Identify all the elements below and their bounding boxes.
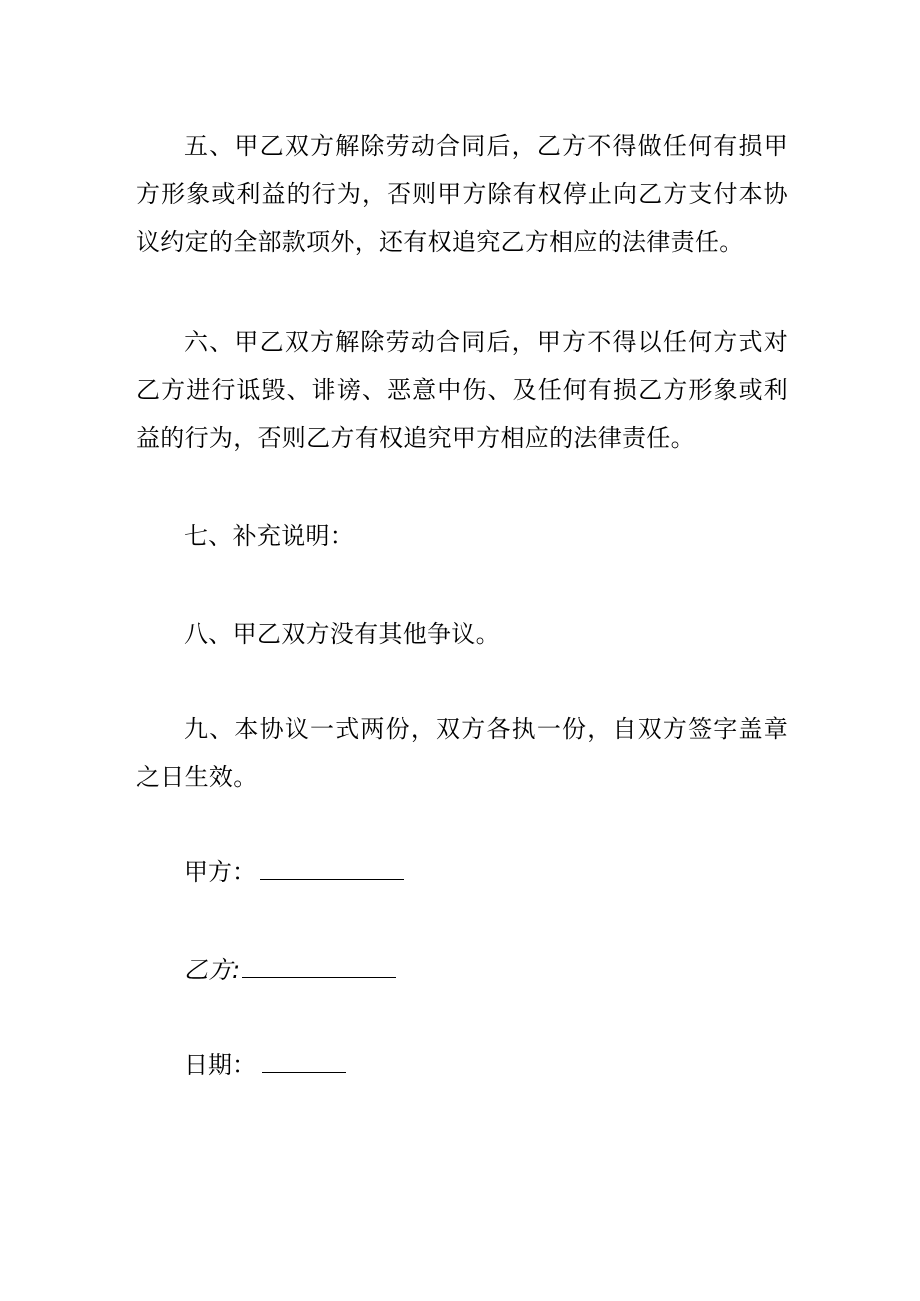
party-b-label: 乙方:	[184, 956, 241, 984]
clause-seven: 七、补充说明：	[184, 522, 355, 550]
date-blank	[262, 1050, 346, 1073]
party-b-signature-line	[184, 950, 396, 990]
clause-five: 五、甲乙双方解除劳动合同后，乙方不得做任何有损甲方形象或利益的行为，否则甲方除有权停止向乙方支付本协议约定的全部款项外，还有权追究乙方相应的法律责任。	[136, 132, 788, 256]
party-b-blank	[242, 955, 396, 978]
party-a-blank	[260, 857, 404, 880]
date-line	[184, 1045, 346, 1085]
clause-eight: 八、甲乙双方没有其他争议。	[184, 620, 500, 648]
date-label: 日期：	[184, 1051, 256, 1079]
clause-nine: 九、本协议一式两份，双方各执一份，自双方签字盖章之日生效。	[136, 715, 788, 791]
party-a-signature-line	[184, 852, 404, 892]
clause-six: 六、甲乙双方解除劳动合同后，甲方不得以任何方式对乙方进行诋毁、诽谤、恶意中伤、及任何有损乙方形象或利益的行为，否则乙方有权追究甲方相应的法律责任。	[136, 328, 788, 452]
party-a-label: 甲方：	[184, 858, 256, 886]
